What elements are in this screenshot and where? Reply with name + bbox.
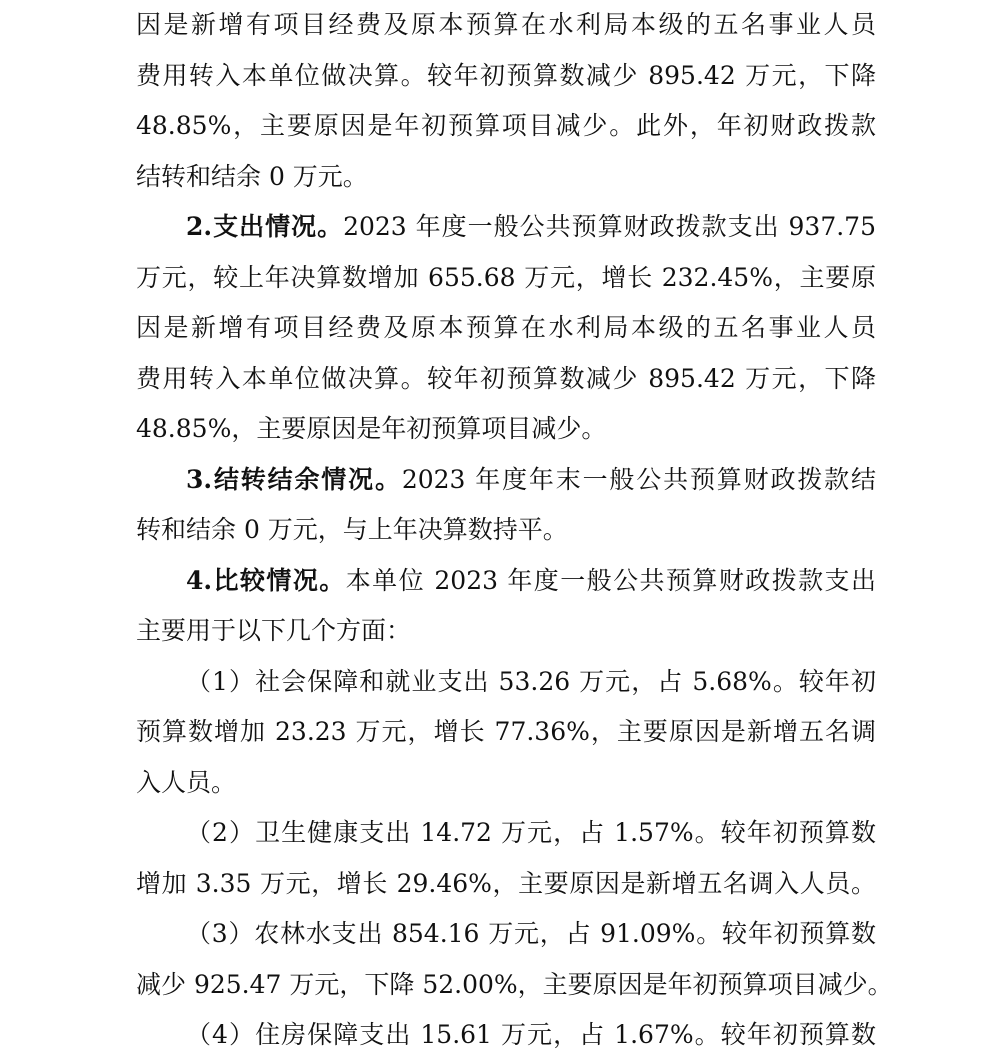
section-heading: 2.支出情况。	[186, 212, 344, 241]
text-line	[136, 758, 876, 809]
line-text: 48.85%，主要原因是年初预算项目减少。	[136, 414, 607, 443]
text-line	[136, 960, 893, 1011]
text-line	[136, 51, 876, 102]
text-line	[136, 505, 876, 556]
text-line	[136, 859, 876, 910]
text-line	[136, 404, 876, 455]
line-text: 万元，较上年决算数增加 655.68 万元，增长 232.45%，主要原	[136, 262, 876, 292]
text-line	[136, 657, 876, 708]
line-text: 因是新增有项目经费及原本预算在水利局本级的五名事业人员	[136, 313, 876, 342]
text-line	[136, 909, 876, 960]
line-text: （2）卫生健康支出 14.72 万元，占 1.57%。较年初预算数	[186, 818, 876, 847]
document-page	[136, 0, 893, 1061]
line-text: 本单位 2023 年度一般公共预算财政拨款支出	[345, 565, 876, 595]
line-text: （4）住房保障支出 15.61 万元，占 1.67%。较年初预算数	[186, 1020, 876, 1049]
text-line	[136, 101, 876, 152]
text-line	[136, 354, 876, 405]
line-text: 48.85%，主要原因是年初预算项目减少。此外，年初财政拨款	[136, 111, 876, 140]
text-line	[136, 707, 876, 758]
section-heading: 4.比较情况。	[186, 565, 346, 595]
line-text: 结转和结余 0 万元。	[136, 161, 368, 191]
text-line	[136, 0, 876, 51]
line-text: 费用转入本单位做决算。较年初预算数减少 895.42 万元，下降	[136, 363, 876, 393]
text-line	[136, 606, 876, 657]
line-text: 费用转入本单位做决算。较年初预算数减少 895.42 万元，下降	[136, 60, 876, 90]
line-text: 主要用于以下几个方面：	[136, 616, 412, 645]
text-line	[136, 303, 876, 354]
text-line	[136, 1010, 876, 1061]
line-text: 因是新增有项目经费及原本预算在水利局本级的五名事业人员	[136, 10, 876, 39]
line-text: （1）社会保障和就业支出 53.26 万元，占 5.68%。较年初	[186, 666, 876, 696]
line-text: 减少 925.47 万元，下降 52.00%，主要原因是年初预算项目减少。	[136, 969, 893, 999]
text-line	[136, 455, 876, 506]
line-text: 2023 年度一般公共预算财政拨款支出 937.75	[343, 212, 876, 241]
line-text: （3）农林水支出 854.16 万元，占 91.09%。较年初预算数	[186, 919, 876, 948]
line-text: 转和结余 0 万元，与上年决算数持平。	[136, 515, 568, 544]
text-line	[136, 808, 876, 859]
line-text: 增加 3.35 万元，增长 29.46%，主要原因是新增五名调入人员。	[136, 868, 876, 898]
line-text: 入人员。	[136, 767, 237, 797]
text-line	[136, 253, 876, 304]
text-line	[136, 152, 876, 203]
line-text: 预算数增加 23.23 万元，增长 77.36%，主要原因是新增五名调	[136, 717, 876, 746]
text-line	[136, 202, 876, 253]
text-line	[136, 556, 876, 607]
line-text: 2023 年度年末一般公共预算财政拨款结	[401, 464, 876, 494]
section-heading: 3.结转结余情况。	[186, 464, 402, 494]
